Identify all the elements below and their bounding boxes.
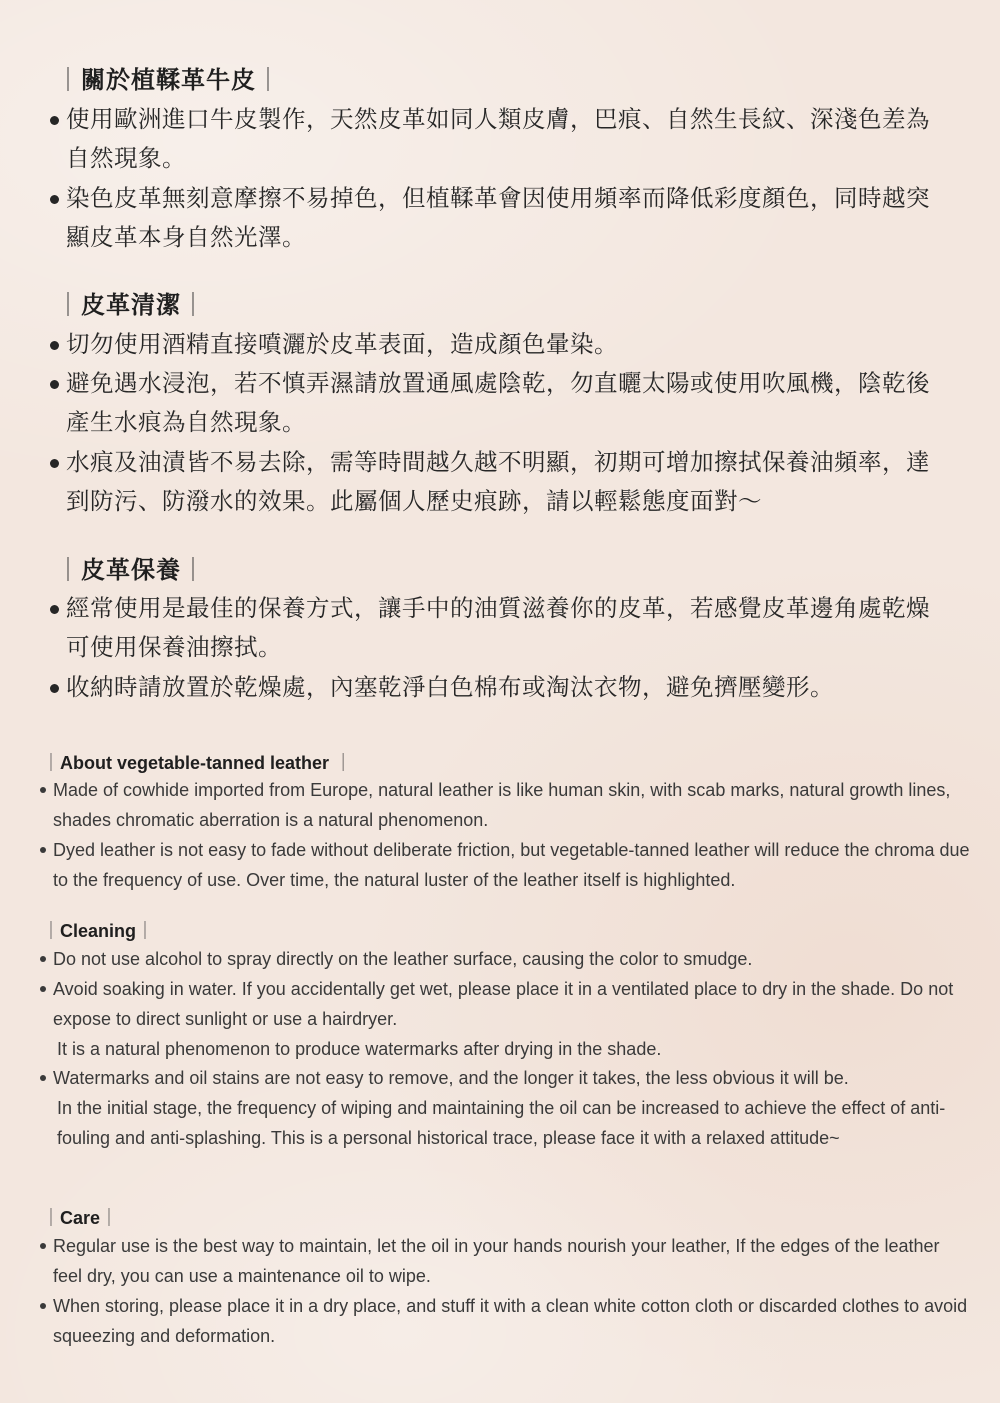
section-heading-cleaning-en: ｜Cleaning｜ bbox=[42, 921, 155, 941]
list-item-text: 使用歐洲進口牛皮製作，天然皮革如同人類皮膚，巴痕、自然生長紋、深淺色差為自然現象。 bbox=[66, 105, 930, 172]
section-heading-care-zh: ｜皮革保養｜ bbox=[56, 556, 206, 584]
list-item-text: 染色皮革無刻意摩擦不易掉色，但植鞣革會因使用頻率而降低彩度顏色，同時越突顯皮革本身自然光澤。 bbox=[66, 184, 930, 251]
list-item-text: 經常使用是最佳的保養方式，讓手中的油質滋養你的皮革，若感覺皮革邊角處乾燥可使用保養油擦拭。 bbox=[66, 594, 930, 661]
bullet-icon bbox=[50, 195, 59, 204]
list-item bbox=[50, 589, 950, 667]
bullet-icon bbox=[40, 847, 46, 853]
section-heading-about-zh: ｜關於植鞣革牛皮｜ bbox=[56, 66, 281, 94]
list-item-text: 切勿使用酒精直接噴灑於皮革表面，造成顏色暈染。 bbox=[66, 330, 618, 358]
list-item bbox=[38, 1291, 973, 1351]
bullet-icon bbox=[40, 956, 46, 962]
list-item-text: Do not use alcohol to spray directly on the leather surface, causing the color to smudge. bbox=[53, 949, 753, 969]
list-item-text: Dyed leather is not easy to fade without deliberate friction, but vegetable-tanned leather will reduce the chroma due to the frequency of use. Over time, the natural luster of the leather itself is highlighted. bbox=[53, 840, 970, 890]
bullet-icon bbox=[50, 684, 59, 693]
list-item bbox=[38, 1063, 973, 1153]
heading-text: 關於植鞣革牛皮 bbox=[81, 66, 256, 94]
heading-text: Care bbox=[60, 1208, 101, 1228]
list-item bbox=[50, 100, 950, 178]
list-item-continuation: In the initial stage, the frequency of wiping and maintaining the oil can be increased to achieve the effect of anti-fouling and anti-splashing. This is a personal historical trace, please face it with a relaxed attitude~ bbox=[57, 1098, 946, 1148]
list-item bbox=[38, 944, 973, 974]
heading-text: 皮革清潔 bbox=[81, 291, 181, 319]
bullet-icon bbox=[50, 341, 59, 350]
list-item bbox=[38, 974, 973, 1064]
list-item bbox=[50, 443, 950, 521]
list-item-continuation: It is a natural phenomenon to produce watermarks after drying in the shade. bbox=[57, 1039, 662, 1059]
list-item-text: Regular use is the best way to maintain, let the oil in your hands nourish your leather, If the edges of the leather feel dry, you can use a maintenance oil to wipe. bbox=[53, 1236, 940, 1286]
bullet-icon bbox=[50, 605, 59, 614]
bullet-icon bbox=[40, 1303, 46, 1309]
list-item bbox=[38, 835, 973, 895]
list-item bbox=[50, 179, 950, 257]
list-item-text: Watermarks and oil stains are not easy to remove, and the longer it takes, the less obvious it will be. bbox=[53, 1068, 849, 1088]
bullet-icon bbox=[40, 986, 46, 992]
list-item-text: 水痕及油漬皆不易去除，需等時間越久越不明顯，初期可增加擦拭保養油頻率，達到防污、防潑水的效果。此屬個人歷史痕跡，請以輕鬆態度面對～ bbox=[66, 448, 930, 515]
heading-text: About vegetable-tanned leather bbox=[60, 753, 330, 773]
list-item-text: 避免遇水浸泡，若不慎弄濕請放置通風處陰乾，勿直曬太陽或使用吹風機，陰乾後產生水痕為自然現象。 bbox=[66, 369, 930, 436]
bullet-icon bbox=[50, 459, 59, 468]
bullet-icon bbox=[40, 1075, 46, 1081]
section-heading-cleaning-zh: ｜皮革清潔｜ bbox=[56, 291, 206, 319]
heading-text: 皮革保養 bbox=[81, 556, 181, 584]
section-heading-about-en: ｜About vegetable-tanned leather ｜ bbox=[42, 753, 353, 773]
heading-text: Cleaning bbox=[60, 921, 137, 941]
bullet-icon bbox=[50, 380, 59, 389]
list-item bbox=[38, 775, 973, 835]
bullet-icon bbox=[50, 116, 59, 125]
bullet-icon bbox=[40, 1243, 46, 1249]
list-item bbox=[50, 325, 950, 364]
list-item-text: When storing, please place it in a dry place, and stuff it with a clean white cotton cloth or discarded clothes to avoid squeezing and deformation. bbox=[53, 1296, 968, 1346]
list-item-text: 收納時請放置於乾燥處，內塞乾淨白色棉布或淘汰衣物，避免擠壓變形。 bbox=[66, 673, 834, 701]
list-item bbox=[38, 1231, 973, 1291]
list-item bbox=[50, 668, 950, 707]
list-item-text: Made of cowhide imported from Europe, natural leather is like human skin, with scab marks, natural growth lines, shades chromatic aberration is a natural phenomenon. bbox=[53, 780, 951, 830]
list-item-text: Avoid soaking in water. If you accidentally get wet, please place it in a ventilated place to dry in the shade. Do not expose to direct sunlight or use a hairdryer. bbox=[53, 979, 954, 1029]
list-item bbox=[50, 364, 950, 442]
section-heading-care-en: ｜Care｜ bbox=[42, 1208, 119, 1228]
bullet-icon bbox=[40, 787, 46, 793]
